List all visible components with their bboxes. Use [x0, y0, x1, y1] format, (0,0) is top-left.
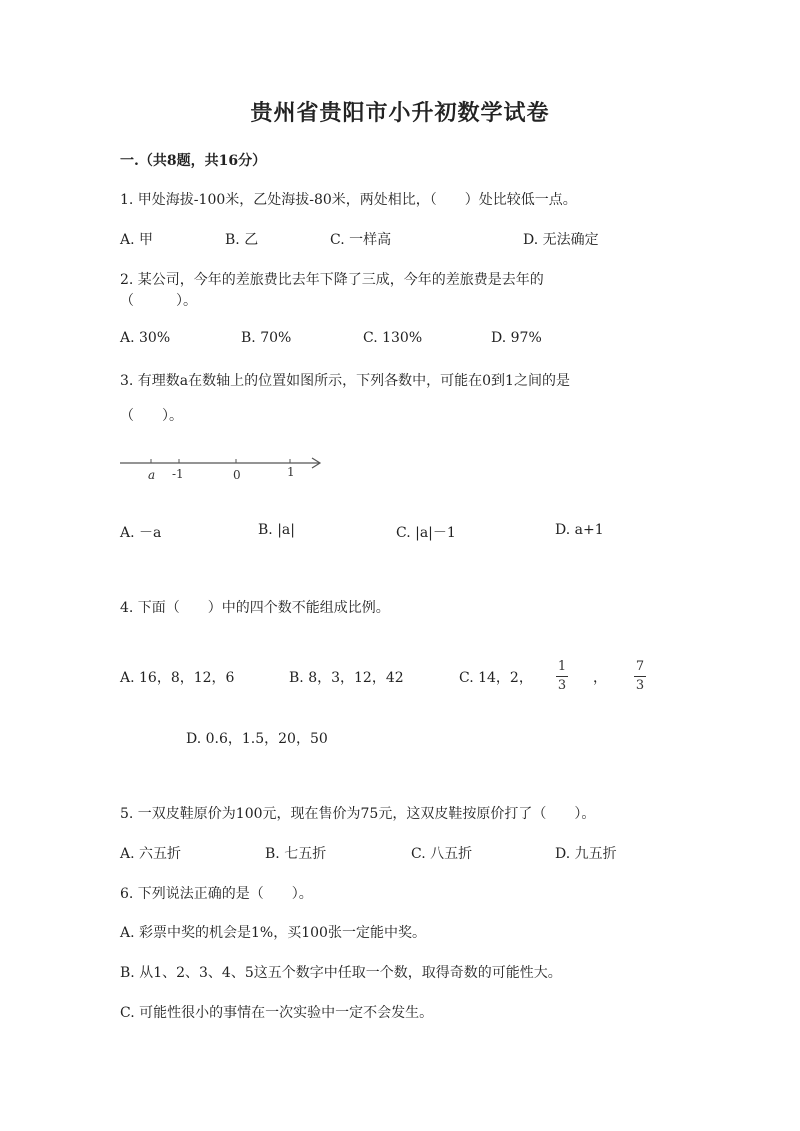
fraction-numerator: 7: [635, 659, 645, 674]
q5-option-b[interactable]: B. 七五折: [265, 846, 327, 862]
q6-option-c[interactable]: C. 可能性很小的事情在一次实验中一定不会发生。: [120, 1005, 434, 1021]
q4-option-d[interactable]: D. 0.6，1.5，20，50: [186, 731, 328, 747]
q3-option-d[interactable]: D. a+1: [555, 522, 604, 538]
fraction-numerator: 1: [557, 659, 567, 674]
question-2-blank: （ ）。: [120, 293, 197, 309]
q5-option-c[interactable]: C. 八五折: [411, 846, 473, 862]
label-a: a: [148, 468, 156, 482]
question-2: 2. 某公司，今年的差旅费比去年下降了三成，今年的差旅费是去年的: [120, 272, 544, 288]
fraction-bar: [556, 676, 568, 677]
fraction-denominator: 3: [557, 677, 567, 693]
fraction-one-third: [556, 660, 568, 692]
question-3-blank: （ ）。: [120, 408, 183, 424]
q5-option-a[interactable]: A. 六五折: [120, 846, 182, 862]
q3-option-c[interactable]: C. |a|－1: [396, 525, 456, 541]
question-5: 5. 一双皮鞋原价为100元，现在售价为75元，这双皮鞋按原价打了（ ）。: [120, 806, 596, 822]
section-header: 一.（共8题，共16分）: [120, 153, 267, 169]
q6-option-a[interactable]: A. 彩票中奖的机会是1%，买100张一定能中奖。: [120, 925, 426, 941]
q1-option-b[interactable]: B. 乙: [225, 232, 259, 248]
q3-option-a[interactable]: A. －a: [120, 525, 162, 541]
q6-option-b[interactable]: B. 从1、2、3、4、5这五个数字中任取一个数，取得奇数的可能性大。: [120, 965, 562, 981]
fraction-seven-thirds: [634, 660, 646, 692]
page-title: 贵州省贵阳市小升初数学试卷: [250, 100, 550, 126]
q2-option-b[interactable]: B. 70%: [241, 330, 292, 346]
q4-option-b[interactable]: B. 8，3，12，42: [289, 670, 404, 686]
q5-option-d[interactable]: D. 九五折: [555, 846, 617, 862]
question-3: 3. 有理数a在数轴上的位置如图所示，下列各数中，可能在0到1之间的是: [120, 373, 570, 389]
q2-option-d[interactable]: D. 97%: [491, 330, 542, 346]
question-1: 1. 甲处海拔-100米，乙处海拔-80米，两处相比，（ ）处比较低一点。: [120, 192, 577, 208]
fraction-bar: [634, 676, 646, 677]
q2-option-c[interactable]: C. 130%: [363, 330, 423, 346]
q4-c-separator: ，: [593, 670, 607, 686]
label-0: 0: [233, 468, 241, 482]
q3-option-b[interactable]: B. |a|: [258, 522, 295, 538]
question-6: 6. 下列说法正确的是（ ）。: [120, 886, 313, 902]
fraction-denominator: 3: [635, 677, 645, 693]
number-line-diagram: [115, 450, 330, 484]
q4-option-a[interactable]: A. 16，8，12，6: [120, 670, 235, 686]
label-1: 1: [287, 465, 295, 479]
q1-option-d[interactable]: D. 无法确定: [523, 232, 599, 248]
q2-option-a[interactable]: A. 30%: [120, 330, 171, 346]
question-4: 4. 下面（ ）中的四个数不能组成比例。: [120, 600, 390, 616]
q1-option-c[interactable]: C. 一样高: [330, 232, 392, 248]
label-neg1: -1: [172, 467, 184, 481]
q4-option-c[interactable]: C. 14，2，: [459, 670, 533, 686]
q1-option-a[interactable]: A. 甲: [120, 232, 154, 248]
